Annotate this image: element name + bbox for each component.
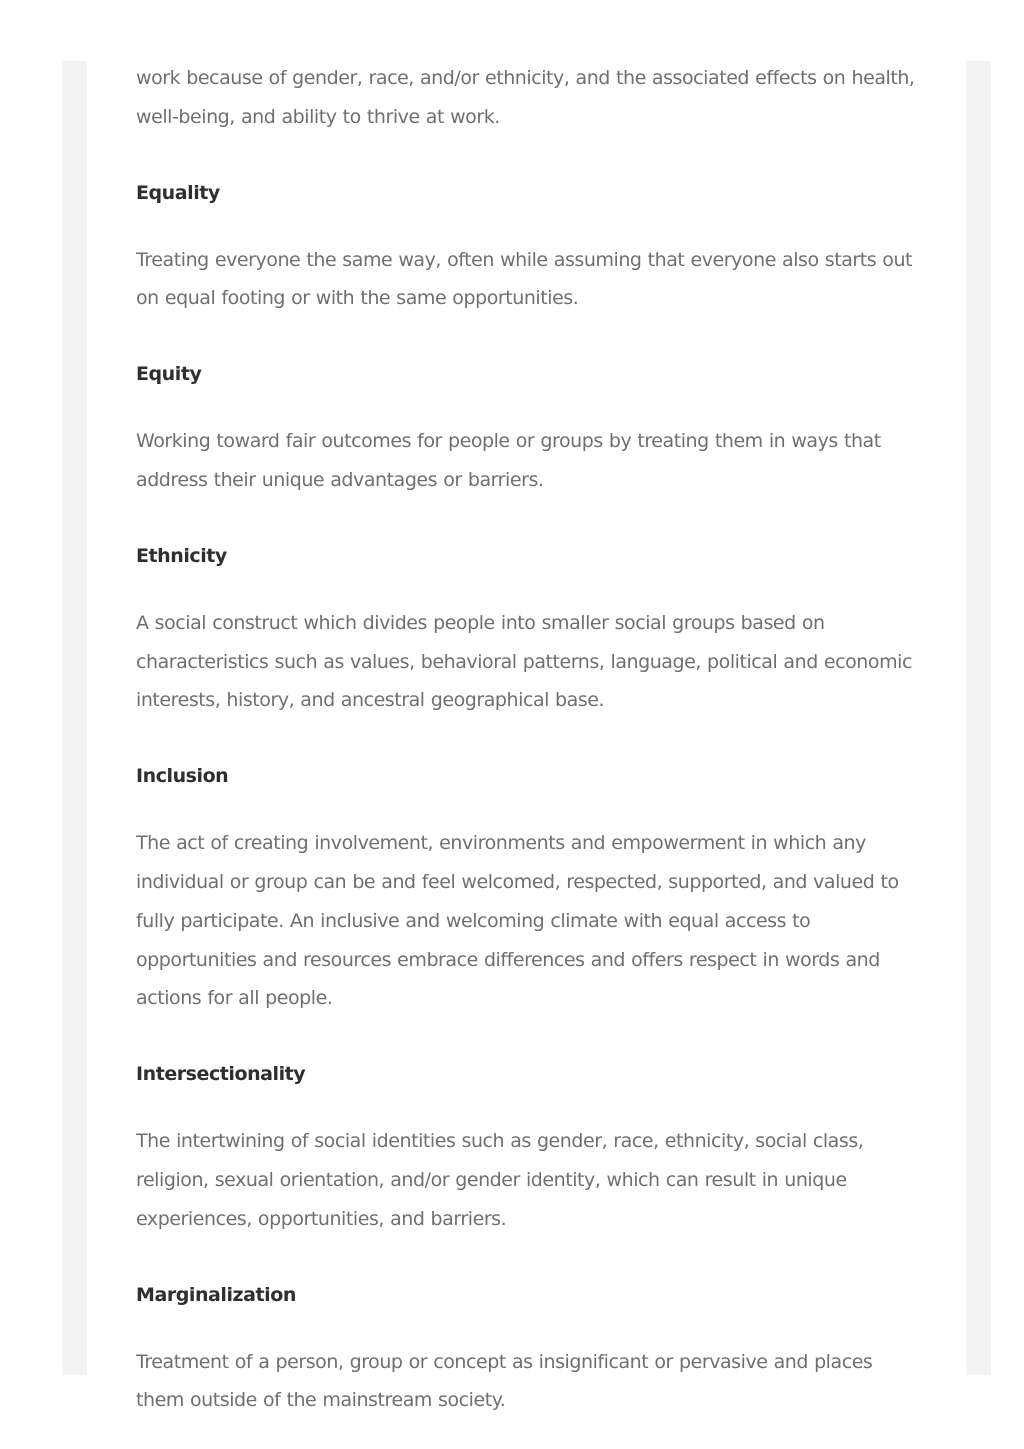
glossary-term-equity: Equity xyxy=(136,363,202,386)
glossary-content xyxy=(136,59,926,1420)
glossary-term-marginalization: Marginalization xyxy=(136,1283,296,1306)
glossary-term-ethnicity: Ethnicity xyxy=(136,544,227,567)
glossary-term-equality: Equality xyxy=(136,181,220,204)
glossary-definition-equity: Working toward fair outcomes for people or groups by treating them in ways that address their unique advantages or barriers. xyxy=(136,430,881,491)
glossary-definition-marginalization: Treatment of a person, group or concept as insignificant or pervasive and places them outside of the mainstream society. xyxy=(136,1350,873,1412)
glossary-definition-inclusion: The act of creating involvement, environments and empowerment in which any individual or group can be and feel welcomed, respected, supported, and valued to fully participate. An inclusive and welcoming climate with equal access to opportunities and resources embrace differences and offers respect in words and actions for all people. xyxy=(136,832,899,1010)
glossary-term-intersectionality: Intersectionality xyxy=(136,1063,306,1086)
glossary-definition-ethnicity: A social construct which divides people into smaller social groups based on characteristics such as values, behavioral patterns, language, political and economic interests, history, and ancestral geographical base. xyxy=(136,611,912,712)
glossary-definition-equality: Treating everyone the same way, often while assuming that everyone also starts out on equal footing or with the same opportunities. xyxy=(136,248,913,310)
right-page-gutter xyxy=(966,61,991,1375)
left-page-gutter xyxy=(62,61,87,1375)
intro-paragraph: work because of gender, race, and/or ethnicity, and the associated effects on health, well-being, and ability to thrive at work. xyxy=(136,67,915,128)
glossary-definition-intersectionality: The intertwining of social identities such as gender, race, ethnicity, social class, religion, sexual orientation, and/or gender identity, which can result in unique experiences, opportunities, and barriers. xyxy=(136,1130,864,1230)
glossary-term-inclusion: Inclusion xyxy=(136,765,229,788)
